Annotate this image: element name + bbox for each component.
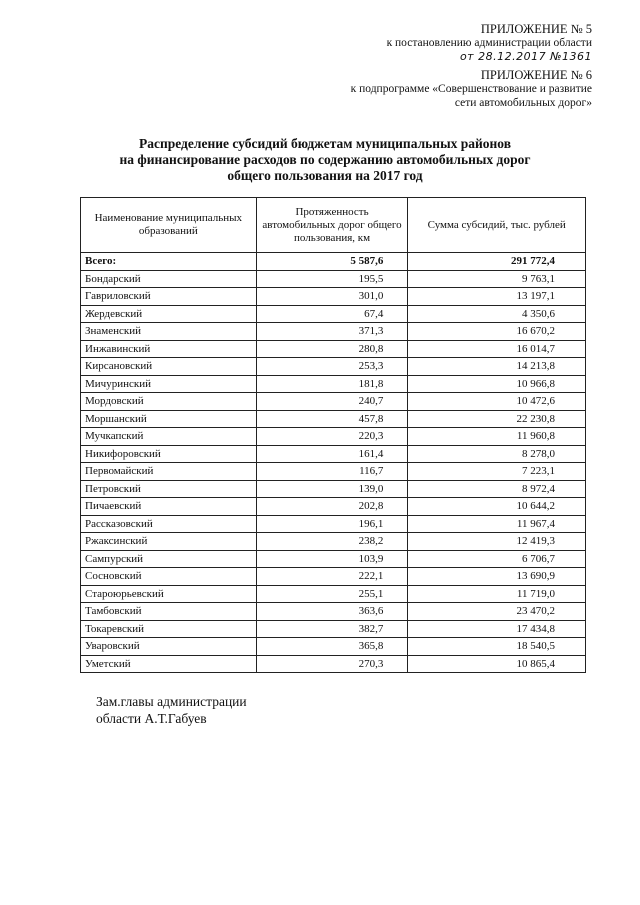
road-length: 270,3 xyxy=(256,655,408,673)
document-title xyxy=(60,136,590,184)
subsidy-table xyxy=(80,197,586,673)
table-row xyxy=(81,620,586,638)
district-name: Сосновский xyxy=(81,568,257,586)
header-block-appendix5 xyxy=(387,22,592,64)
subsidy-sum: 17 434,8 xyxy=(408,620,586,638)
header-length: Протяженность автомобильных дорог общего пользования, км xyxy=(256,198,408,253)
table-row xyxy=(81,498,586,516)
district-name: Пичаевский xyxy=(81,498,257,516)
subsidy-sum: 11 719,0 xyxy=(408,585,586,603)
subsidy-sum: 22 230,8 xyxy=(408,410,586,428)
district-name: Рассказовский xyxy=(81,515,257,533)
table-row xyxy=(81,428,586,446)
district-name: Сампурский xyxy=(81,550,257,568)
subsidy-sum: 10 966,8 xyxy=(408,375,586,393)
road-length: 220,3 xyxy=(256,428,408,446)
subsidy-sum: 4 350,6 xyxy=(408,305,586,323)
road-length: 161,4 xyxy=(256,445,408,463)
road-length: 67,4 xyxy=(256,305,408,323)
subprogram-line1: к подпрограмме «Совершенствование и развитие xyxy=(350,83,592,95)
subsidy-sum: 10 644,2 xyxy=(408,498,586,516)
subsidy-sum: 13 690,9 xyxy=(408,568,586,586)
table-row xyxy=(81,480,586,498)
district-name: Мучкапский xyxy=(81,428,257,446)
subsidy-sum: 8 972,4 xyxy=(408,480,586,498)
signature-position: Зам.главы администрации xyxy=(96,694,247,709)
subsidy-sum: 18 540,5 xyxy=(408,638,586,656)
subsidy-sum: 13 197,1 xyxy=(408,288,586,306)
title-line1: Распределение субсидий бюджетам муниципальных районов xyxy=(138,136,512,151)
total-row xyxy=(81,253,586,271)
district-name: Тамбовский xyxy=(81,603,257,621)
signature-name: области А.Т.Габуев xyxy=(96,711,207,726)
table-row xyxy=(81,410,586,428)
district-name: Уметский xyxy=(81,655,257,673)
district-name: Ржаксинский xyxy=(81,533,257,551)
subsidy-sum: 16 670,2 xyxy=(408,323,586,341)
road-length: 371,3 xyxy=(256,323,408,341)
header-sum: Сумма субсидий, тыс. рублей xyxy=(408,198,586,253)
table-row xyxy=(81,463,586,481)
resolution-label: к постановлению администрации области xyxy=(386,37,592,49)
district-name: Первомайский xyxy=(81,463,257,481)
table-row xyxy=(81,340,586,358)
table-row xyxy=(81,445,586,463)
district-name: Инжавинский xyxy=(81,340,257,358)
road-length: 253,3 xyxy=(256,358,408,376)
total-length: 5 587,6 xyxy=(256,253,408,271)
table-row xyxy=(81,270,586,288)
road-length: 139,0 xyxy=(256,480,408,498)
district-name: Знаменский xyxy=(81,323,257,341)
table-row xyxy=(81,288,586,306)
subprogram-line2: сети автомобильных дорог» xyxy=(454,97,592,109)
handwritten-date-number: от 28.12.2017 №1361 xyxy=(459,50,592,63)
table-row xyxy=(81,323,586,341)
table-row xyxy=(81,603,586,621)
subsidy-sum: 14 213,8 xyxy=(408,358,586,376)
appendix6-label: ПРИЛОЖЕНИЕ № 6 xyxy=(480,68,592,82)
subsidy-sum: 9 763,1 xyxy=(408,270,586,288)
road-length: 457,8 xyxy=(256,410,408,428)
title-line2: на финансирование расходов по содержанию автомобильных дорог xyxy=(119,152,531,167)
road-length: 181,8 xyxy=(256,375,408,393)
district-name: Жердевский xyxy=(81,305,257,323)
district-name: Бондарский xyxy=(81,270,257,288)
table-header-row xyxy=(81,198,586,253)
district-name: Никифоровский xyxy=(81,445,257,463)
district-name: Моршанский xyxy=(81,410,257,428)
table-row xyxy=(81,568,586,586)
table-row xyxy=(81,305,586,323)
road-length: 195,5 xyxy=(256,270,408,288)
district-name: Петровский xyxy=(81,480,257,498)
road-length: 365,8 xyxy=(256,638,408,656)
subsidy-sum: 12 419,3 xyxy=(408,533,586,551)
road-length: 240,7 xyxy=(256,393,408,411)
road-length: 103,9 xyxy=(256,550,408,568)
road-length: 222,1 xyxy=(256,568,408,586)
appendix5-label: ПРИЛОЖЕНИЕ № 5 xyxy=(480,22,592,36)
table-row xyxy=(81,375,586,393)
road-length: 382,7 xyxy=(256,620,408,638)
table-row xyxy=(81,393,586,411)
road-length: 255,1 xyxy=(256,585,408,603)
header-name: Наименование муниципальных образований xyxy=(81,198,257,253)
subsidy-sum: 16 014,7 xyxy=(408,340,586,358)
header-block-appendix6 xyxy=(351,68,592,110)
road-length: 116,7 xyxy=(256,463,408,481)
district-name: Уваровский xyxy=(81,638,257,656)
district-name: Токаревский xyxy=(81,620,257,638)
district-name: Мордовский xyxy=(81,393,257,411)
subsidy-sum: 7 223,1 xyxy=(408,463,586,481)
subsidy-sum: 23 470,2 xyxy=(408,603,586,621)
district-name: Староюрьевский xyxy=(81,585,257,603)
subsidy-sum: 11 967,4 xyxy=(408,515,586,533)
total-sum: 291 772,4 xyxy=(408,253,586,271)
table-body xyxy=(81,253,586,673)
table-row xyxy=(81,638,586,656)
subsidy-sum: 8 278,0 xyxy=(408,445,586,463)
district-name: Гавриловский xyxy=(81,288,257,306)
table-row xyxy=(81,358,586,376)
road-length: 196,1 xyxy=(256,515,408,533)
subsidy-sum: 6 706,7 xyxy=(408,550,586,568)
road-length: 202,8 xyxy=(256,498,408,516)
table-row xyxy=(81,550,586,568)
subsidy-sum: 10 472,6 xyxy=(408,393,586,411)
road-length: 280,8 xyxy=(256,340,408,358)
district-name: Кирсановский xyxy=(81,358,257,376)
table-row xyxy=(81,585,586,603)
table-row xyxy=(81,655,586,673)
district-name: Мичуринский xyxy=(81,375,257,393)
title-line3: общего пользования на 2017 год xyxy=(227,168,423,183)
road-length: 238,2 xyxy=(256,533,408,551)
road-length: 363,6 xyxy=(256,603,408,621)
table-row xyxy=(81,533,586,551)
table-row xyxy=(81,515,586,533)
subsidy-sum: 10 865,4 xyxy=(408,655,586,673)
total-label: Всего: xyxy=(81,253,257,271)
signature-block xyxy=(96,693,247,727)
subsidy-sum: 11 960,8 xyxy=(408,428,586,446)
road-length: 301,0 xyxy=(256,288,408,306)
